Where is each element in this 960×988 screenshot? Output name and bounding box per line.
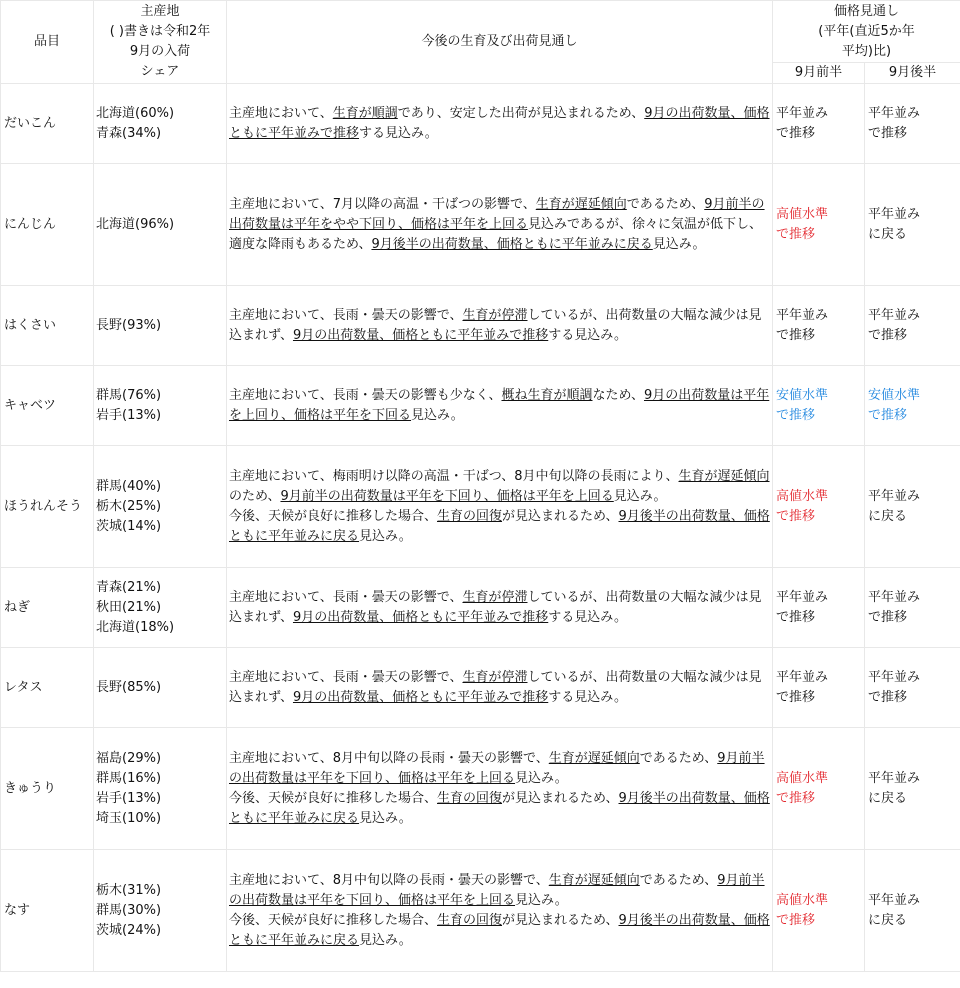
- table-row: [1, 286, 960, 366]
- outlook-segment: しているが、出荷数量の大幅な減少は見込まれず、: [229, 669, 762, 705]
- price-line: で推移: [776, 226, 816, 242]
- outlook-segment: する見込み。: [548, 327, 628, 343]
- outlook-segment: が見込まれるため、: [502, 790, 619, 806]
- share-cell: [94, 164, 227, 286]
- item-name: にんじん: [1, 164, 94, 286]
- outlook-text: [227, 648, 773, 728]
- share-entry: 北海道(96%): [96, 216, 175, 232]
- price-line: 平年並み: [868, 105, 921, 121]
- price-line: 平年並み: [868, 206, 921, 222]
- price-second-half: [865, 446, 960, 568]
- price-line: 安値水準: [868, 387, 921, 403]
- outlook-highlight: 9月の出荷数量、価格ともに平年並みで推移: [292, 689, 549, 705]
- outlook-highlight: 9月前半の出荷数量は平年を下回り、価格は平年を上回る: [229, 750, 765, 786]
- price-line: 高値水準: [776, 488, 829, 504]
- table-row: [1, 84, 960, 164]
- outlook-segment: 主産地において、長雨・曇天の影響で、: [229, 589, 463, 605]
- outlook-segment: が見込まれるため、: [502, 508, 619, 524]
- item-name: きゅうり: [1, 728, 94, 850]
- outlook-highlight: 9月後半の出荷数量、価格ともに平年並みに戻る: [229, 912, 770, 948]
- price-line: 平年並み: [868, 488, 921, 504]
- share-cell: [94, 286, 227, 366]
- price-line: 平年並み: [868, 892, 921, 908]
- outlook-segment: 見込み。: [515, 892, 568, 908]
- price-line: で推移: [776, 689, 816, 705]
- price-second-half: [865, 286, 960, 366]
- price-line: に戻る: [868, 508, 908, 524]
- share-entry: 群馬(76%): [96, 387, 162, 403]
- price-line: で推移: [776, 125, 816, 141]
- outlook-text: [227, 164, 773, 286]
- outlook-segment: 見込み。: [411, 407, 464, 423]
- outlook-segment: であるため、: [626, 196, 705, 212]
- outlook-highlight: 9月後半の出荷数量、価格ともに平年並みに戻る: [229, 508, 770, 544]
- share-cell: [94, 648, 227, 728]
- share-entry: 岩手(13%): [96, 790, 162, 806]
- price-line: で推移: [776, 327, 816, 343]
- outlook-highlight: 9月後半の出荷数量、価格ともに平年並みに戻る: [229, 790, 770, 826]
- table-row: [1, 648, 960, 728]
- outlook-text: [227, 366, 773, 446]
- outlook-highlight: 概ね生育が順調: [501, 387, 593, 403]
- outlook-segment: する見込み。: [548, 689, 628, 705]
- outlook-segment: 見込み。: [613, 488, 667, 504]
- share-entry: 群馬(30%): [96, 902, 162, 918]
- header-price-line: 価格見通し: [834, 3, 900, 19]
- table-row: [1, 850, 960, 972]
- outlook-highlight: 9月前半の出荷数量は平年を下回り、価格は平年を上回る: [280, 488, 614, 504]
- table-row: [1, 164, 960, 286]
- outlook-text: [227, 728, 773, 850]
- item-name: ねぎ: [1, 568, 94, 648]
- share-cell: [94, 850, 227, 972]
- item-name: レタス: [1, 648, 94, 728]
- table-row: [1, 366, 960, 446]
- price-first-half: [773, 286, 865, 366]
- outlook-segment: 主産地において、8月中旬以降の長雨・曇天の影響で、: [229, 872, 549, 888]
- share-cell: [94, 446, 227, 568]
- outlook-segment: が見込まれるため、: [502, 912, 619, 928]
- outlook-segment: 見込み。: [652, 236, 706, 252]
- price-line: で推移: [776, 609, 816, 625]
- header-share-line: シェア: [140, 64, 180, 79]
- share-entry: 埼玉(10%): [96, 810, 162, 826]
- outlook-segment: 見込み。: [359, 932, 412, 948]
- outlook-segment: 主産地において、梅雨明け以降の高温・干ばつ、8月中旬以降の長雨により、: [229, 468, 679, 484]
- share-cell: [94, 568, 227, 648]
- share-entry: 長野(85%): [96, 679, 162, 695]
- outlook-segment: 主産地において、7月以降の高温・干ばつの影響で、: [229, 196, 536, 212]
- item-name: だいこん: [1, 84, 94, 164]
- item-name: キャベツ: [1, 366, 94, 446]
- share-entry: 栃木(31%): [96, 882, 162, 898]
- price-second-half: [865, 568, 960, 648]
- header-second-half: 9月後半: [865, 63, 960, 84]
- price-line: で推移: [868, 609, 908, 625]
- outlook-segment: のため、: [229, 488, 281, 504]
- share-cell: [94, 728, 227, 850]
- header-share-line: 主産地: [140, 4, 180, 19]
- price-line: 平年並み: [868, 669, 921, 685]
- header-first-half: 9月前半: [773, 63, 865, 84]
- outlook-highlight: 生育が遅延傾向: [535, 196, 627, 212]
- table-row: [1, 446, 960, 568]
- price-line: で推移: [776, 912, 816, 928]
- share-entry: 岩手(13%): [96, 407, 162, 423]
- outlook-segment: しているが、出荷数量の大幅な減少は見込まれず、: [229, 307, 762, 343]
- outlook-segment: であり、安定した出荷が見込まれるため、: [397, 105, 645, 121]
- header-share-line: ( )書きは令和2年: [109, 24, 211, 39]
- share-entry: 青森(34%): [96, 125, 162, 141]
- outlook-highlight: 9月の出荷数量は平年を上回り、価格は平年を下回る: [229, 387, 770, 423]
- share-entry: 栃木(25%): [96, 498, 162, 514]
- price-first-half: [773, 568, 865, 648]
- outlook-highlight: 生育が遅延傾向: [548, 750, 640, 766]
- outlook-highlight: 生育の回復: [437, 508, 503, 524]
- item-name: なす: [1, 850, 94, 972]
- price-line: 平年並み: [868, 589, 921, 605]
- share-entry: 茨城(14%): [96, 518, 162, 534]
- table-row: [1, 568, 960, 648]
- outlook-segment: する見込み。: [548, 609, 628, 625]
- outlook-highlight: 生育が停滞: [462, 589, 528, 605]
- outlook-highlight: 生育が順調: [332, 105, 398, 121]
- price-line: 高値水準: [776, 892, 829, 908]
- price-first-half: [773, 84, 865, 164]
- outlook-highlight: 生育の回復: [437, 912, 503, 928]
- header-outlook: 今後の生育及び出荷見通し: [227, 1, 773, 84]
- outlook-highlight: 9月前半の出荷数量は平年を下回り、価格は平年を上回る: [229, 872, 765, 908]
- price-second-half: [865, 366, 960, 446]
- outlook-segment: 今後、天候が良好に推移した場合、: [229, 508, 438, 524]
- outlook-text: [227, 286, 773, 366]
- price-first-half: [773, 728, 865, 850]
- price-second-half: [865, 850, 960, 972]
- price-first-half: [773, 164, 865, 286]
- price-line: 安値水準: [776, 387, 829, 403]
- outlook-highlight: 生育が停滞: [462, 307, 528, 323]
- outlook-highlight: 生育の回復: [437, 790, 503, 806]
- outlook-text: [227, 84, 773, 164]
- price-first-half: [773, 648, 865, 728]
- outlook-segment: 見込みであるが、徐々に気温が低下し、適度な降雨もあるため、: [229, 216, 763, 252]
- outlook-highlight: 9月後半の出荷数量、価格ともに平年並みに戻る: [371, 236, 653, 252]
- price-second-half: [865, 648, 960, 728]
- outlook-segment: 主産地において、長雨・曇天の影響も少なく、: [229, 387, 502, 403]
- price-line: で推移: [868, 327, 908, 343]
- price-line: で推移: [776, 407, 816, 423]
- item-name: はくさい: [1, 286, 94, 366]
- price-line: で推移: [868, 407, 908, 423]
- outlook-highlight: 生育が遅延傾向: [548, 872, 640, 888]
- header-item: 品目: [1, 1, 94, 84]
- outlook-segment: 主産地において、長雨・曇天の影響で、: [229, 669, 463, 685]
- outlook-highlight: 9月の出荷数量、価格ともに平年並みで推移: [292, 609, 549, 625]
- price-line: に戻る: [868, 790, 908, 806]
- outlook-text: [227, 568, 773, 648]
- price-line: 高値水準: [776, 770, 829, 786]
- price-first-half: [773, 850, 865, 972]
- share-entry: 青森(21%): [96, 579, 162, 595]
- outlook-segment: 今後、天候が良好に推移した場合、: [229, 790, 438, 806]
- header-price: [773, 1, 960, 63]
- header-price-line: 平均)比): [841, 43, 892, 59]
- price-line: 平年並み: [776, 105, 829, 121]
- share-entry: 茨城(24%): [96, 922, 162, 938]
- share-entry: 群馬(40%): [96, 478, 162, 494]
- price-line: 平年並み: [776, 307, 829, 323]
- price-line: に戻る: [868, 226, 908, 242]
- outlook-segment: であるため、: [639, 872, 718, 888]
- outlook-segment: 今後、天候が良好に推移した場合、: [229, 912, 438, 928]
- share-entry: 北海道(18%): [96, 619, 175, 635]
- header-price-line: (平年(直近5か年: [818, 23, 915, 39]
- price-second-half: [865, 164, 960, 286]
- price-line: に戻る: [868, 912, 908, 928]
- share-entry: 福島(29%): [96, 750, 162, 766]
- item-name: ほうれんそう: [1, 446, 94, 568]
- share-entry: 長野(93%): [96, 317, 162, 333]
- header-share: [94, 1, 227, 84]
- outlook-highlight: 9月前半の出荷数量は平年をやや下回り、価格は平年を上回る: [229, 196, 765, 232]
- outlook-segment: 主産地において、: [229, 105, 333, 121]
- price-second-half: [865, 84, 960, 164]
- outlook-segment: 主産地において、長雨・曇天の影響で、: [229, 307, 463, 323]
- outlook-segment: しているが、出荷数量の大幅な減少は見込まれず、: [229, 589, 762, 625]
- price-line: で推移: [776, 508, 816, 524]
- outlook-text: [227, 850, 773, 972]
- outlook-highlight: 9月の出荷数量、価格ともに平年並みで推移: [229, 105, 770, 141]
- share-entry: 秋田(21%): [96, 599, 162, 615]
- table-row: [1, 728, 960, 850]
- outlook-highlight: 生育が遅延傾向: [678, 468, 770, 484]
- price-line: 平年並み: [776, 589, 829, 605]
- price-line: 平年並み: [776, 669, 829, 685]
- outlook-segment: 主産地において、8月中旬以降の長雨・曇天の影響で、: [229, 750, 549, 766]
- outlook-segment: する見込み。: [359, 125, 438, 141]
- price-first-half: [773, 446, 865, 568]
- price-line: で推移: [776, 790, 816, 806]
- price-second-half: [865, 728, 960, 850]
- outlook-segment: 見込み。: [359, 810, 412, 826]
- price-first-half: [773, 366, 865, 446]
- share-cell: [94, 84, 227, 164]
- outlook-segment: 見込み。: [515, 770, 568, 786]
- price-line: 平年並み: [868, 307, 921, 323]
- share-entry: 群馬(16%): [96, 770, 162, 786]
- price-line: で推移: [868, 125, 908, 141]
- outlook-segment: であるため、: [639, 750, 718, 766]
- share-entry: 北海道(60%): [96, 105, 175, 121]
- outlook-highlight: 生育が停滞: [462, 669, 528, 685]
- outlook-segment: なため、: [592, 387, 644, 403]
- share-cell: [94, 366, 227, 446]
- outlook-highlight: 9月の出荷数量、価格ともに平年並みで推移: [292, 327, 549, 343]
- price-line: で推移: [868, 689, 908, 705]
- price-line: 平年並み: [868, 770, 921, 786]
- price-line: 高値水準: [776, 206, 829, 222]
- header-share-line: 9月の入荷: [129, 44, 191, 59]
- outlook-text: [227, 446, 773, 568]
- outlook-segment: 見込み。: [359, 528, 412, 544]
